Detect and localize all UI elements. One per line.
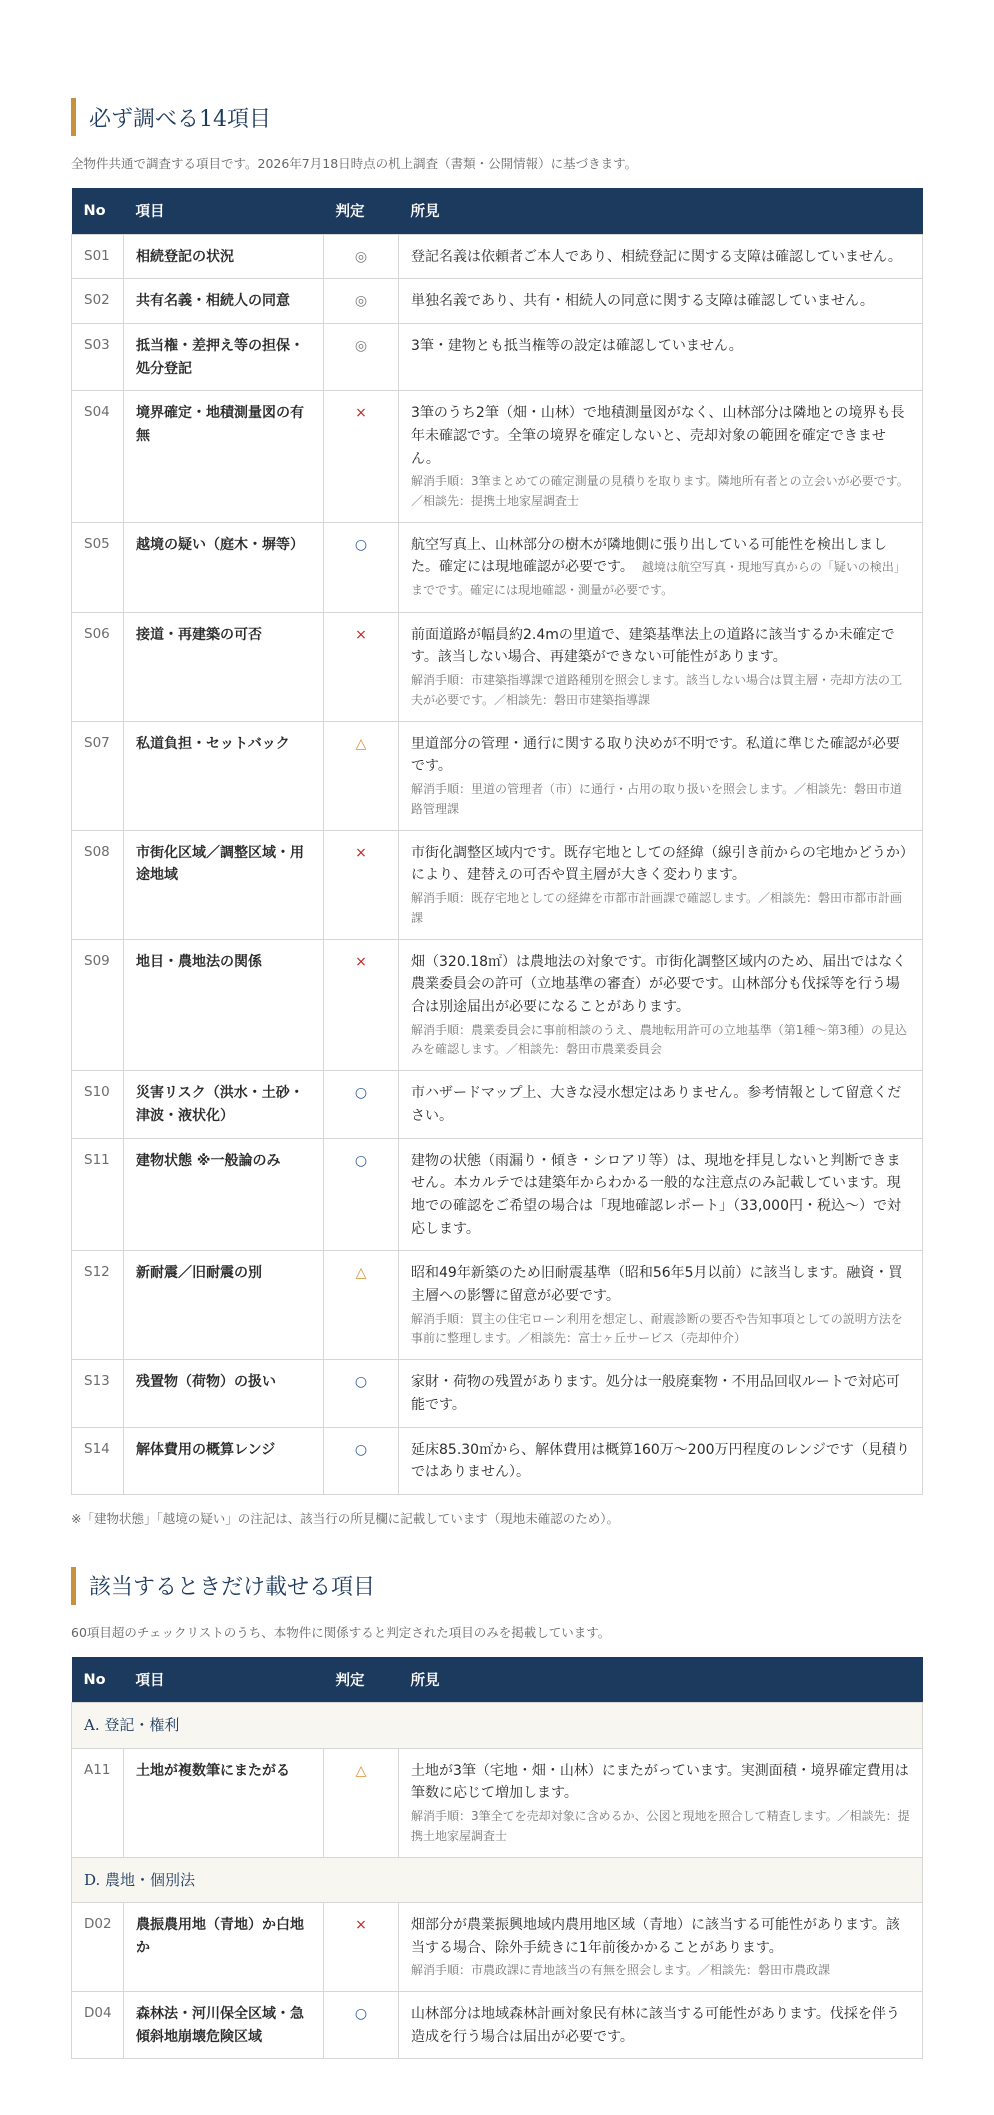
row-finding [399,1071,923,1138]
judgement-mark: ○ [354,536,368,553]
header-judge: 判定 [324,1657,399,1703]
judgement-mark: △ [355,1265,367,1282]
row-finding [399,234,923,279]
row-judgement [324,721,399,830]
table-row [72,939,923,1071]
row-number: S05 [72,522,124,612]
judgement-mark: × [355,405,367,422]
table-row [72,522,923,612]
header-finding: 所見 [399,1657,923,1703]
row-finding [399,721,923,830]
judgement-mark: △ [355,1762,367,1779]
row-finding [399,1251,923,1360]
header-item: 項目 [124,1657,324,1703]
row-item: 私道負担・セットバック [124,721,324,830]
table-row [72,830,923,939]
row-finding [399,522,923,612]
finding-note: 解消手順：買主の住宅ローン利用を想定し、耐震診断の要否や告知事項としての説明方法を事前に整理します。／相談先：富士ヶ丘サービス（売却仲介） [411,1311,903,1346]
table-row [72,391,923,523]
row-judgement [324,1748,399,1857]
finding-text: 畑（320.18㎡）は農地法の対象です。市街化調整区域内のため、届出ではなく農業委員会の許可（立地基準の審査）が必要です。山林部分も伐採等を行う場合は別途届出が必要になることがあります。 [411,953,907,1015]
required-items-body [72,234,923,1494]
row-finding [399,1902,923,1991]
row-item: 相続登記の状況 [124,234,324,279]
header-no: No [72,188,124,234]
group-row [72,1703,923,1748]
judgement-mark: × [355,844,367,861]
table-row [72,234,923,279]
row-number: D04 [72,1992,124,2059]
row-number: S08 [72,830,124,939]
table-row [72,1138,923,1251]
finding-note: 解消手順：既存宅地としての経緯を市都市計画課で確認します。／相談先：磐田市都市計画課 [411,891,903,925]
row-item: 接道・再建築の可否 [124,612,324,721]
row-judgement [324,323,399,390]
row-finding [399,1360,923,1427]
header-no: No [72,1657,124,1703]
finding-text: 市街化調整区域内です。既存宅地としての経緯（線引き前からの宅地かどうか）により、建替えの可否や買主層が大きく変わります。 [411,844,907,884]
row-item: 土地が複数筆にまたがる [124,1748,324,1857]
finding-text: 市ハザードマップ上、大きな浸水想定はありません。参考情報として留意ください。 [411,1085,902,1124]
row-number: S14 [72,1427,124,1494]
header-judge: 判定 [324,188,399,234]
row-number: D02 [72,1902,124,1991]
table-row [72,323,923,390]
row-number: S07 [72,721,124,830]
row-judgement [324,1360,399,1427]
finding-note: 解消手順：市建築指導課で道路種別を照会します。該当しない場合は買主層・売却方法の工夫が必要です。／相談先：磐田市建築指導課 [411,673,903,707]
row-judgement [324,830,399,939]
finding-text: 単独名義であり、共有・相続人の同意に関する支障は確認していません。 [411,293,874,310]
row-item: 災害リスク（洪水・土砂・津波・液状化） [124,1071,324,1138]
finding-text: 畑部分が農業振興地域内農用地区域（青地）に該当する可能性があります。該当する場合、除外手続きに1年前後かかることがあります。 [411,1916,900,1956]
required-items-table [71,188,923,1495]
finding-text: 航空写真上、山林部分の樹木が隣地側に張り出している可能性を検出しました。確定には現地確認が必要です。 [411,536,887,576]
judgement-mark: △ [355,735,367,752]
table-row [72,1748,923,1857]
row-number: S11 [72,1138,124,1251]
conditional-items-body [72,1703,923,2059]
row-number: S10 [72,1071,124,1138]
judgement-mark: ◎ [354,293,368,310]
table-row [72,1071,923,1138]
table-row [72,1992,923,2059]
finding-note: 解消手順：3筆全てを売却対象に含めるか、公図と現地を照合して精査します。／相談先：提携土地家屋調査士 [411,1809,910,1843]
finding-text: 延床85.30㎡から、解体費用は概算160万〜200万円程度のレンジです（見積りではありません）。 [411,1441,910,1481]
section2-lead: 60項目超のチェックリストのうち、本物件に関係すると判定された項目のみを掲載しています。 [71,1624,611,1640]
row-item: 森林法・河川保全区域・急傾斜地崩壊危険区域 [124,1992,324,2059]
row-item: 新耐震／旧耐震の別 [124,1251,324,1360]
row-finding [399,612,923,721]
finding-text: 山林部分は地域森林計画対象民有林に該当する可能性があります。伐採を伴う造成を行う場合は届出が必要です。 [411,2006,900,2045]
table-row [72,1251,923,1360]
group-label: A. 登記・権利 [72,1703,923,1748]
row-number: S01 [72,234,124,279]
row-number: S02 [72,279,124,324]
judgement-mark: ○ [354,1374,368,1391]
group-label: D. 農地・個別法 [72,1857,923,1902]
section1-title: 必ず調べる14項目 [71,98,923,136]
finding-text: 里道部分の管理・通行に関する取り決めが不明です。私道に準じた確認が必要です。 [411,735,900,775]
judgement-mark: × [355,1916,367,1933]
header-item: 項目 [124,188,324,234]
section1-footnote: ※「建物状態」「越境の疑い」の注記は、該当行の所見欄に記載しています（現地未確認のため）。 [71,1510,619,1526]
row-finding [399,279,923,324]
row-item: 境界確定・地積測量図の有無 [124,391,324,523]
judgement-mark: × [355,953,367,970]
group-row [72,1857,923,1902]
row-item: 建物状態 ※一般論のみ [124,1138,324,1251]
judgement-mark: ◎ [354,248,368,265]
row-item: 地目・農地法の関係 [124,939,324,1071]
row-judgement [324,612,399,721]
table-row [72,612,923,721]
row-judgement [324,234,399,279]
row-finding [399,1748,923,1857]
judgement-mark: ○ [354,1085,368,1102]
table-header-row [72,188,923,234]
row-judgement [324,522,399,612]
row-item: 解体費用の概算レンジ [124,1427,324,1494]
row-judgement [324,1902,399,1991]
finding-text: 3筆のうち2筆（畑・山林）で地積測量図がなく、山林部分は隣地との境界も長年未確認です。全筆の境界を確定しないと、売却対象の範囲を確定できません。 [411,405,905,467]
row-number: A11 [72,1748,124,1857]
row-finding [399,1138,923,1251]
row-judgement [324,279,399,324]
row-judgement [324,939,399,1071]
finding-note: 解消手順：農業委員会に事前相談のうえ、農地転用許可の立地基準（第1種〜第3種）の見込みを確認します。／相談先：磐田市農業委員会 [411,1022,907,1057]
row-item: 共有名義・相続人の同意 [124,279,324,324]
row-judgement [324,1427,399,1494]
judgement-mark: × [355,626,367,643]
table-row [72,279,923,324]
row-judgement [324,1251,399,1360]
finding-note: 越境は航空写真・現地写真からの「疑いの検出」までです。確定には現地確認・測量が必要です。 [411,560,906,598]
conditional-items-table [71,1657,923,2060]
row-item: 市街化区域／調整区域・用途地域 [124,830,324,939]
finding-text: 3筆・建物とも抵当権等の設定は確認していません。 [411,337,743,354]
row-finding [399,1992,923,2059]
row-number: S04 [72,391,124,523]
finding-text: 登記名義は依頼者ご本人であり、相続登記に関する支障は確認していません。 [411,248,902,265]
row-finding [399,830,923,939]
table-row [72,721,923,830]
row-item: 残置物（荷物）の扱い [124,1360,324,1427]
row-judgement [324,1992,399,2059]
finding-text: 土地が3筆（宅地・畑・山林）にまたがっています。実測面積・境界確定費用は筆数に応じて増加します。 [411,1762,909,1802]
row-finding [399,391,923,523]
row-item: 抵当権・差押え等の担保・処分登記 [124,323,324,390]
row-finding [399,1427,923,1494]
judgement-mark: ◎ [354,337,368,354]
row-judgement [324,391,399,523]
row-judgement [324,1138,399,1251]
finding-note: 解消手順：里道の管理者（市）に通行・占用の取り扱いを照会します。／相談先：磐田市道路管理課 [411,782,903,816]
row-finding [399,939,923,1071]
row-number: S03 [72,323,124,390]
row-judgement [324,1071,399,1138]
table-header-row [72,1657,923,1703]
table-row [72,1360,923,1427]
finding-note: 解消手順：3筆まとめての確定測量の見積りを取ります。隣地所有者との立会いが必要です。／相談先：提携土地家屋調査士 [411,474,909,508]
row-finding [399,323,923,390]
judgement-mark: ○ [354,2006,368,2023]
row-item: 越境の疑い（庭木・塀等） [124,522,324,612]
table-row [72,1427,923,1494]
row-number: S12 [72,1251,124,1360]
finding-text: 建物の状態（雨漏り・傾き・シロアリ等）は、現地を拝見しないと判断できません。本カルテでは建築年からわかる一般的な注意点のみ記載しています。現地での確認をご希望の場合は「現地確認レポート」（33,000円・税込〜）で対応します。 [411,1152,901,1237]
judgement-mark: ○ [354,1441,368,1458]
judgement-mark: ○ [354,1152,368,1169]
row-number: S06 [72,612,124,721]
row-item: 農振農用地（青地）か白地か [124,1902,324,1991]
section1-lead: 全物件共通で調査する項目です。2026年7月18日時点の机上調査（書類・公開情報）に基づきます。 [71,156,638,171]
finding-text: 昭和49年新築のため旧耐震基準（昭和56年5月以前）に該当します。融資・買主層への影響に留意が必要です。 [411,1265,903,1304]
section2-title: 該当するときだけ載せる項目 [71,1567,923,1605]
finding-text: 前面道路が幅員約2.4mの里道で、建築基準法上の道路に該当するか未確定です。該当しない場合、再建築ができない可能性があります。 [411,626,895,666]
finding-text: 家財・荷物の残置があります。処分は一般廃棄物・不用品回収ルートで対応可能です。 [411,1374,900,1413]
header-finding: 所見 [399,188,923,234]
row-number: S09 [72,939,124,1071]
finding-note: 解消手順：市農政課に青地該当の有無を照会します。／相談先：磐田市農政課 [411,1963,831,1978]
row-number: S13 [72,1360,124,1427]
table-row [72,1902,923,1991]
